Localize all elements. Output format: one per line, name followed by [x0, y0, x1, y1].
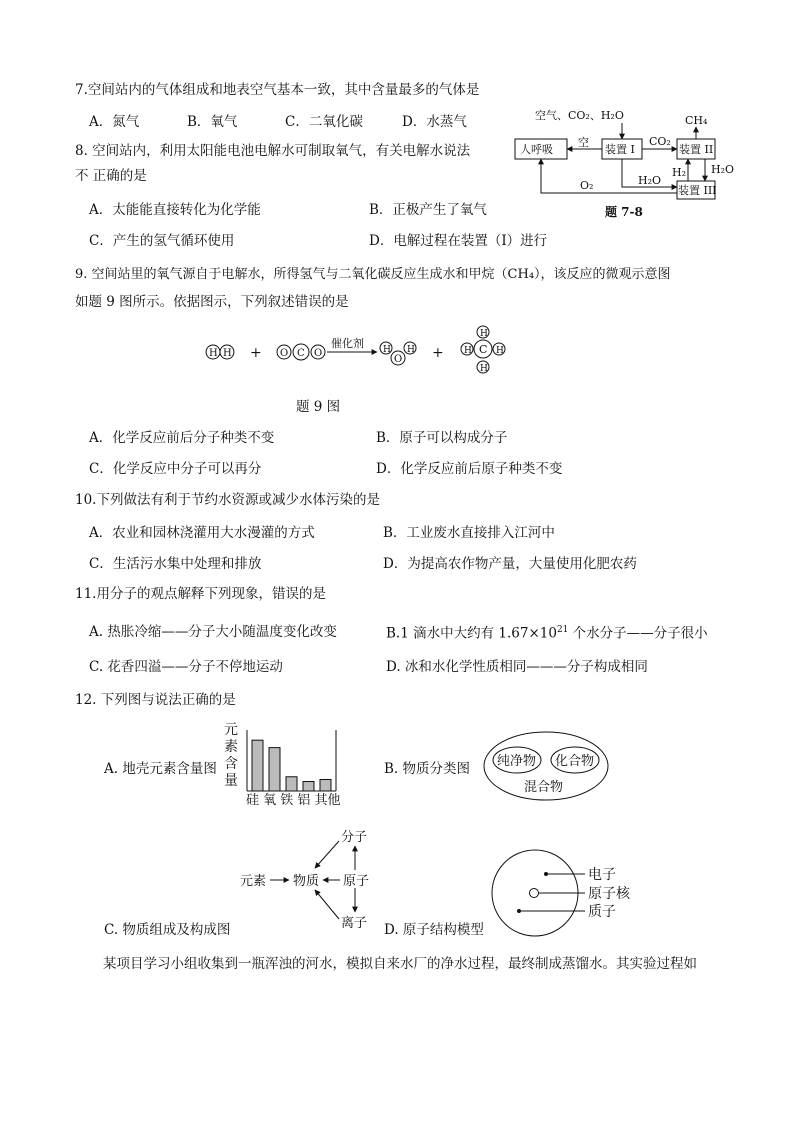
q12-a-category-labels: 硅 氧 铁 铝 其他 [246, 793, 341, 808]
fig78-h2-label: H₂ [672, 166, 687, 179]
fig78-device3-label: 装置 III [678, 184, 717, 197]
fig78-top-label: 空气、CO₂、H₂O [535, 109, 624, 122]
svg-text:O: O [280, 348, 289, 359]
q9-option-c: C．化学反应中分子可以再分 [89, 461, 262, 477]
fig78-device2-label: 装置 II [679, 143, 714, 156]
svg-text:C: C [297, 348, 305, 359]
q10-stem: 10.下列做法有利于节约水资源或减少水体污染的是 [75, 492, 380, 508]
mixture-label: 混合物 [524, 780, 564, 795]
q9-option-b: B．原子可以构成分子 [376, 430, 508, 446]
co2-molecule [277, 344, 325, 360]
q7-option-a: A．氮气 [89, 114, 140, 130]
q7-option-c: C．二氧化碳 [285, 114, 363, 130]
q11-option-d: D. 冰和水化学性质相同———分子构成相同 [386, 659, 648, 675]
element-label: 元素 [240, 874, 267, 889]
svg-text:H: H [223, 348, 232, 359]
fig78-person-label: 人呼吸 [520, 143, 553, 156]
q12-b-classification-diagram [482, 730, 612, 802]
q12-d-atom-model [490, 850, 650, 940]
pure-substance-label: 纯净物 [497, 754, 537, 769]
q9-option-a: A．化学反应前后分子种类不变 [89, 430, 275, 446]
svg-text:H: H [464, 346, 472, 356]
svg-text:H: H [407, 345, 415, 355]
electron-dot [544, 872, 548, 876]
ch4-molecule [461, 326, 505, 374]
q10-option-c: C．生活污水集中处理和排放 [89, 556, 262, 572]
q8-option-d: D．电解过程在装置（I）进行 [369, 233, 548, 249]
q11-option-c: C. 花香四溢——分子不停地运动 [89, 659, 283, 675]
proton-label: 质子 [588, 904, 616, 920]
svg-text:H: H [480, 329, 488, 339]
q11-option-b: B.1 滴水中大约有 $1.67\times 10^{21}$ 个水分子——分子很小 [386, 625, 708, 642]
fig78-h2o-right-label: H₂O [711, 163, 735, 176]
q9-stem-line2: 如题 9 图所示。依据图示，下列叙述错误的是 [75, 294, 349, 310]
q8-option-c: C．产生的氢气循环使用 [89, 233, 235, 249]
arrow-molecule-substance [315, 841, 339, 868]
plus-1: + [250, 345, 262, 361]
compound-label: 化合物 [555, 754, 595, 769]
q9-caption: 题 9 图 [296, 399, 341, 415]
q8-option-a: A．太能能直接转化为化学能 [89, 202, 261, 218]
svg-text:H: H [383, 345, 391, 355]
bar-氧 [269, 748, 280, 791]
closing-paragraph: 某项目学习小组收集到一瓶浑浊的河水，模拟自来水厂的净水过程，最终制成蒸馏水。其实验过程如 [103, 956, 697, 972]
proton-dot [517, 909, 521, 913]
svg-text:O: O [394, 354, 403, 365]
q7-stem: 7.空间站内的气体组成和地表空气基本一致，其中含量最多的气体是 [75, 82, 480, 98]
q12-option-a-label: A. 地壳元素含量图 [104, 761, 217, 777]
figure-7-8-diagram [505, 105, 745, 225]
q7-option-d: D．水蒸气 [402, 114, 467, 130]
fig78-caption: 题 7-8 [605, 205, 643, 219]
fig78-air-label: 空 [578, 136, 589, 149]
q12-c-composition-diagram [235, 826, 385, 938]
q12-option-c-label: C. 物质组成及构成图 [104, 922, 231, 938]
svg-text:H: H [209, 348, 218, 359]
electron-label: 电子 [588, 867, 616, 883]
substance-label: 物质 [293, 874, 320, 889]
q10-option-d: D．为提高农作物产量，大量使用化肥农药 [383, 556, 637, 572]
q10-option-b: B．工业废水直接排入江河中 [383, 525, 555, 541]
q12-a-ylabel: 元 素 含 量 [224, 722, 238, 789]
q9-option-d: D．化学反应前后原子种类不变 [376, 461, 563, 477]
bar-铝 [303, 782, 314, 791]
fig78-o2-label: O₂ [580, 179, 594, 192]
q8-stem-line1: 8. 空间站内，利用太阳能电池电解水可制取氧气，有关电解水说法 [75, 143, 471, 159]
fig78-co2-label: CO₂ [649, 135, 671, 148]
svg-text:O: O [314, 348, 323, 359]
q9-reaction-diagram [200, 320, 520, 380]
svg-text:H: H [496, 346, 504, 356]
chart-bars [252, 740, 331, 791]
svg-text:H: H [480, 364, 488, 374]
q11-option-a: A. 热胀冷缩——分子大小随温度变化改变 [89, 624, 337, 640]
q8-option-b: B．正极产生了氧气 [369, 202, 487, 218]
catalyst-label: 催化剂 [331, 337, 364, 350]
q11-stem: 11.用分子的观点解释下列现象，错误的是 [75, 586, 326, 602]
q12-option-d-label: D. 原子结构模型 [384, 922, 484, 938]
nucleus-circle [530, 889, 539, 898]
q7-option-b: B．氧气 [187, 114, 238, 130]
fig78-ch4-label: CH₄ [685, 114, 708, 127]
arrow-ion-substance [315, 890, 339, 919]
molecule-label: 分子 [341, 830, 368, 845]
h2o-molecule [380, 342, 416, 365]
bar-铁 [286, 777, 297, 791]
q10-option-a: A．农业和园林浇灌用大水漫灌的方式 [89, 525, 315, 541]
bar-其他 [320, 779, 331, 791]
q12-option-b-label: B. 物质分类图 [384, 761, 471, 777]
fig78-h2o-bottom-label: H₂O [638, 174, 662, 187]
q9-stem-line1: 9. 空间站里的氧气源自于电解水，所得氢气与二氧化碳反应生成水和甲烷（CH₄），该反应的微观示意图 [75, 267, 671, 282]
h2-molecule [206, 345, 234, 359]
q12-a-bar-chart [246, 730, 338, 792]
q12-stem: 12. 下列图与说法正确的是 [75, 692, 236, 708]
ion-label: 离子 [341, 916, 368, 931]
svg-text:C: C [479, 343, 488, 356]
bar-硅 [252, 740, 263, 791]
fig78-device1-label: 装置 I [605, 143, 635, 156]
q8-stem-line2: 不 正确的是 [75, 168, 147, 184]
atom-label: 原子 [343, 874, 370, 889]
nucleus-label: 原子核 [588, 886, 630, 902]
plus-2: + [432, 345, 444, 361]
